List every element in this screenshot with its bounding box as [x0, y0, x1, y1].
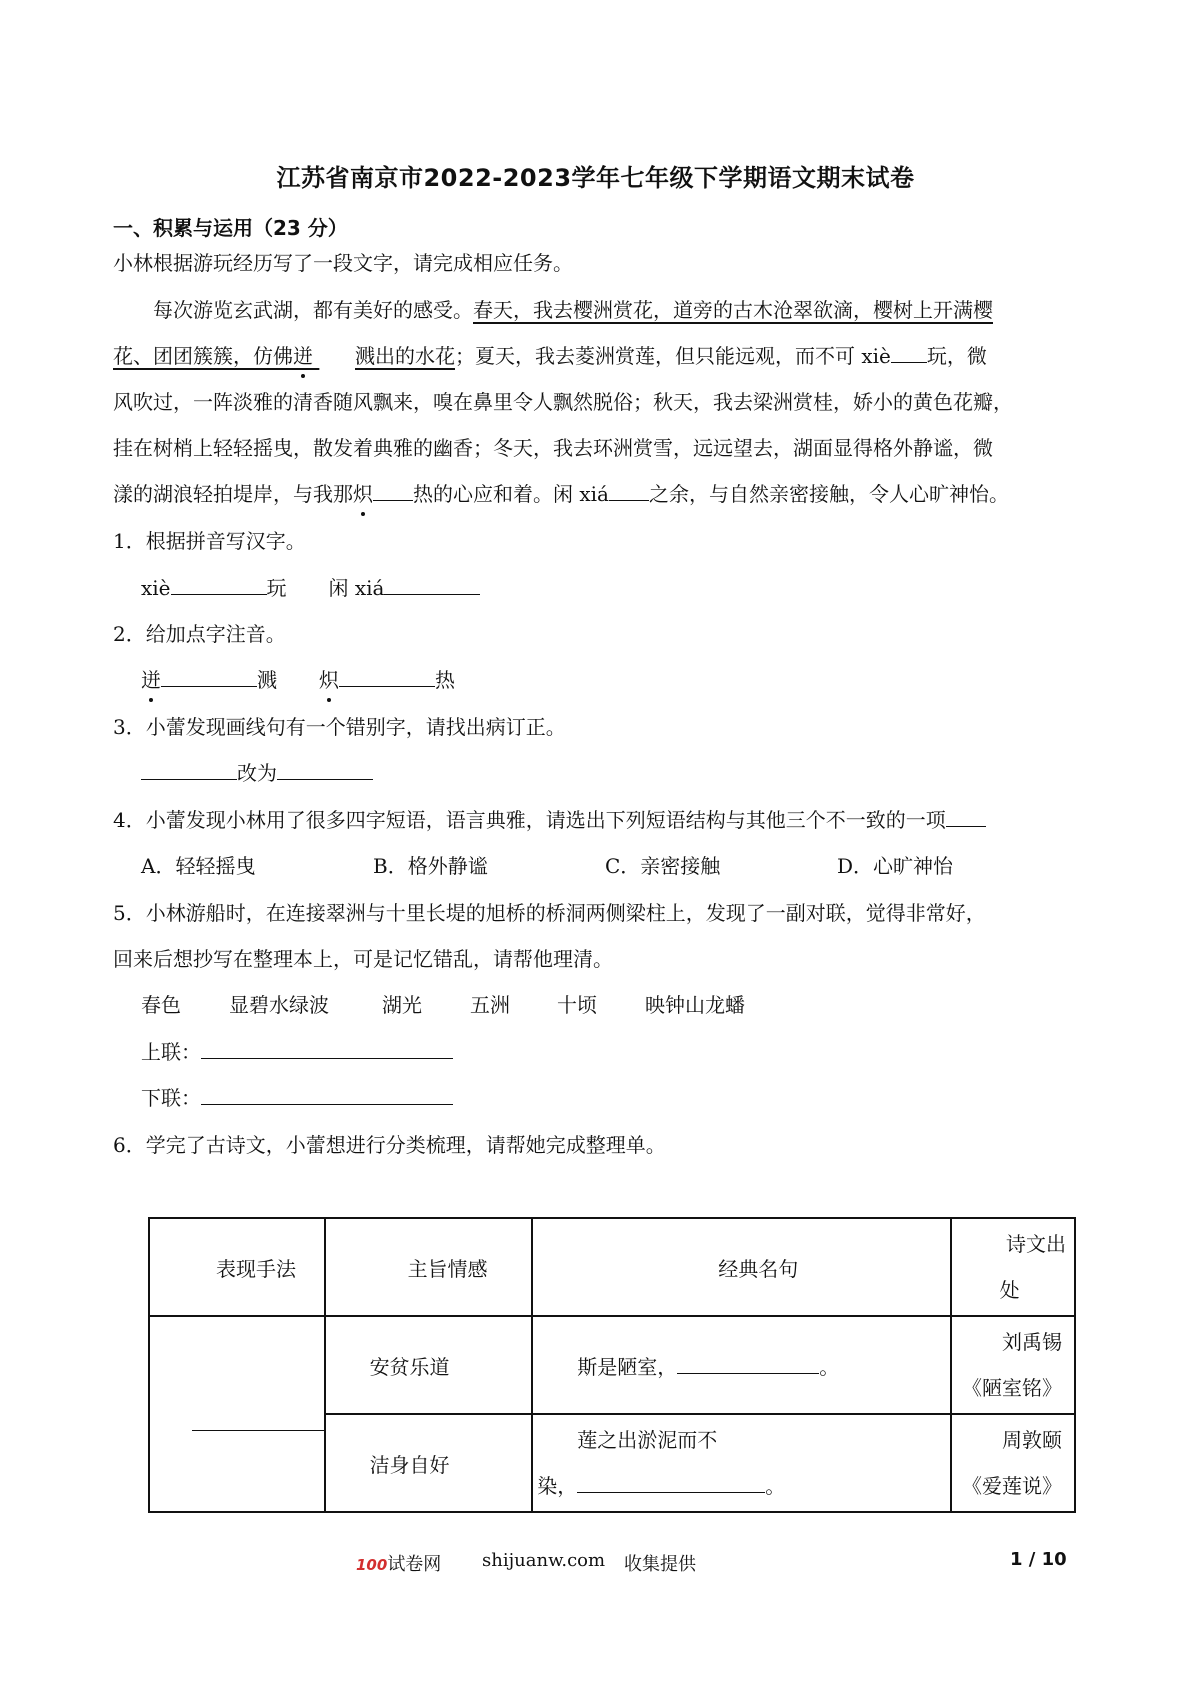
header-quote: 经典名句 [532, 1218, 950, 1316]
option-b[interactable]: B．格外静谧 [373, 854, 488, 878]
couplet-word-6: 映钟山龙蟠 [645, 993, 745, 1017]
answer-blank[interactable] [384, 574, 480, 595]
passage-line-4: 挂在树梢上轻轻摇曳，散发着典雅的幽香；冬天，我去环洲赏雪，远远望去，湖面显得格外静谧，微 [113, 436, 993, 460]
pinyin-label: xiè [141, 576, 171, 600]
change-to-label: 改为 [237, 761, 277, 785]
lower-couplet-line [141, 1082, 453, 1111]
option-c[interactable]: C．亲密接触 [605, 854, 721, 878]
word-suffix: 玩 [266, 576, 287, 600]
table-header-row [149, 1218, 1075, 1316]
footer-note: 收集提供 [624, 1554, 696, 1575]
answer-blank[interactable] [171, 574, 267, 595]
page-title: 江苏省南京市2022-2023学年七年级下学期语文期末试卷 [276, 164, 915, 192]
classification-table [148, 1217, 1076, 1513]
answer-blank[interactable] [192, 1410, 325, 1431]
passage-line-5 [113, 478, 1009, 507]
word-suffix: 溅 [257, 668, 277, 692]
option-d[interactable]: D．心旷神怡 [837, 854, 954, 878]
theme-cell: 洁身自好 [325, 1414, 533, 1512]
dotted-char: 迸 [141, 664, 161, 693]
question-6-stem: 6．学完了古诗文，小蕾想进行分类梳理，请帮她完成整理单。 [113, 1133, 666, 1157]
passage-text: 漾的湖浪轻拍堤岸，与我那 [113, 482, 353, 506]
word-suffix: 热 [435, 668, 455, 692]
header-technique: 表现手法 [149, 1218, 325, 1316]
couplet-word-2: 显碧水绿波 [229, 993, 329, 1017]
answer-blank[interactable] [677, 1353, 819, 1374]
underlined-sentence: 花、团团簇簇，仿佛 [113, 344, 293, 368]
option-a[interactable]: A．轻轻摇曳 [141, 854, 256, 878]
underlined-sentence: 溅出的水花 [355, 344, 455, 368]
theme-cell: 安贫乐道 [325, 1316, 533, 1414]
site-name: 试卷网 [387, 1554, 442, 1575]
passage-line-2 [113, 340, 987, 369]
question-3-answers [141, 757, 373, 786]
page-number: 1 / 10 [1010, 1549, 1067, 1570]
author: 刘禹锡 [1002, 1330, 1062, 1354]
upper-couplet-line [141, 1036, 453, 1065]
upper-couplet-label: 上联： [141, 1040, 201, 1064]
section-heading: 一、积累与运用（23 分） [113, 216, 348, 240]
question-3-stem: 3．小蕾发现画线句有一个错别字，请找出病订正。 [113, 715, 566, 739]
question-4-stem: 4．小蕾发现小林用了很多四字短语，语言典雅，请选出下列短语结构与其他三个不一致的一项 [113, 804, 986, 833]
author: 周敦颐 [1002, 1428, 1062, 1452]
passage-text: 每次游览玄武湖，都有美好的感受。 [153, 298, 473, 322]
answer-blank[interactable] [891, 342, 927, 363]
couplet-word-1: 春色 [141, 993, 181, 1017]
couplet-word-4: 五洲 [470, 993, 510, 1017]
dotted-char: 炽 [353, 478, 373, 507]
answer-blank[interactable] [609, 480, 649, 501]
question-2-answers [141, 664, 455, 693]
answer-blank[interactable] [946, 806, 986, 827]
underline-gap [313, 344, 355, 368]
question-1-stem: 1．根据拼音写汉字。 [113, 529, 306, 553]
question-2-stem: 2．给加点字注音。 [113, 622, 286, 646]
passage-text: 之余，与自然亲密接触，令人心旷神怡。 [648, 482, 1009, 506]
passage-line-3: 风吹过，一阵淡雅的清香随风飘来，嗅在鼻里令人飘然脱俗；秋天，我去梁洲赏桂，娇小的黄色花瓣， [113, 390, 1013, 414]
dotted-char: 迸 [293, 340, 313, 369]
answer-blank[interactable] [201, 1038, 453, 1059]
passage-text: ；夏天，我去菱洲赏莲，但只能远观，而不可 xiè [455, 344, 891, 368]
pinyin-label: 闲 xiá [328, 576, 385, 600]
work-title: 《陋室铭》 [962, 1376, 1062, 1400]
couplet-word-3: 湖光 [382, 993, 422, 1017]
header-source: 诗文出 处 [951, 1218, 1075, 1316]
dotted-char: 炽 [319, 664, 339, 693]
answer-blank[interactable] [201, 1084, 453, 1105]
answer-blank[interactable] [277, 759, 373, 780]
answer-blank[interactable] [339, 666, 435, 687]
question-1-answers [141, 572, 480, 601]
answer-blank[interactable] [161, 666, 257, 687]
underlined-sentence: 春天，我去樱洲赏花，道旁的古木沧翠欲滴，樱树上开满樱 [473, 298, 993, 322]
site-logo: 100 [356, 1556, 388, 1574]
table-row [149, 1316, 1075, 1414]
answer-blank[interactable] [373, 480, 413, 501]
passage-line-1 [153, 294, 993, 323]
passage-text: 玩，微 [926, 344, 987, 368]
source-cell [951, 1414, 1075, 1512]
work-title: 《爱莲说》 [962, 1474, 1062, 1498]
answer-blank[interactable] [577, 1472, 765, 1493]
header-theme: 主旨情感 [325, 1218, 533, 1316]
answer-blank[interactable] [141, 759, 237, 780]
lower-couplet-label: 下联： [141, 1086, 201, 1110]
footer-brand [356, 1550, 441, 1576]
intro-text: 小林根据游玩经历写了一段文字，请完成相应任务。 [113, 251, 573, 275]
quote-cell: 莲之出淤泥而不 染， 。 [532, 1414, 950, 1512]
question-5-stem-line-2: 回来后想抄写在整理本上，可是记忆错乱，请帮他理清。 [113, 947, 613, 971]
question-5-stem-line-1: 5．小林游船时，在连接翠洲与十里长堤的旭桥的桥洞两侧梁柱上，发现了一副对联，觉得非常好， [113, 901, 986, 925]
couplet-word-5: 十顷 [557, 993, 597, 1017]
quote-cell: 斯是陋室， 。 [532, 1316, 950, 1414]
passage-text: 热的心应和着。闲 xiá [413, 482, 609, 506]
technique-cell [149, 1316, 325, 1512]
source-cell [951, 1316, 1075, 1414]
footer-url[interactable]: shijuanw.com [482, 1550, 606, 1571]
